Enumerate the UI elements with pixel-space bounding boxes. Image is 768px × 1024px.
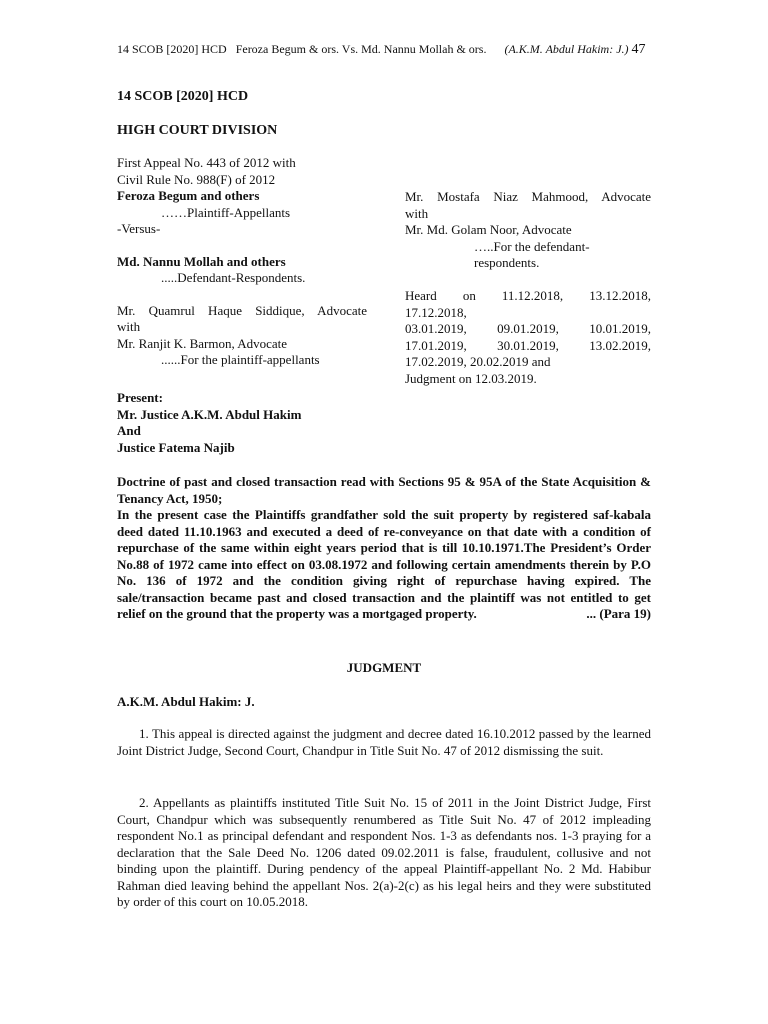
respondent-counsel-1: Mr. Mostafa Niaz Mahmood, Advocate xyxy=(405,189,651,204)
case-left-column xyxy=(117,155,367,369)
header-page-number: 47 xyxy=(631,42,646,57)
header-judge: (A.K.M. Abdul Hakim: J.) xyxy=(504,42,629,56)
appellant-counsel-with: with xyxy=(117,319,141,334)
citation: 14 SCOB [2020] HCD xyxy=(117,89,249,104)
judge-1: Mr. Justice A.K.M. Abdul Hakim xyxy=(117,406,302,422)
headnote-title: Doctrine of past and closed transaction read with Sections 95 & 95A of the State Acquisition & Tenancy Act, 1950; xyxy=(117,474,651,506)
appellant-counsel-for: ......For the plaintiff-appellants xyxy=(161,352,320,367)
paragraph-1: 1. This appeal is directed against the judgment and decree dated 16.10.2012 passed by the learned Joint District Judge, Second Court, Chandpur in Title Suit No. 47 of 2012 dismissing the suit. xyxy=(117,726,651,758)
running-header xyxy=(117,42,657,58)
respondent-counsel-2: Mr. Md. Golam Noor, Advocate xyxy=(405,222,572,237)
judgment-heading: JUDGMENT xyxy=(346,660,422,675)
heard-line-2: 17.12.2018, xyxy=(405,304,467,320)
heard-line-3: 03.01.2019, 09.01.2019, 10.01.2019, xyxy=(405,321,651,336)
judgment-author: A.K.M. Abdul Hakim: J. xyxy=(117,694,255,709)
heard-line-4: 17.01.2019, 30.01.2019, 13.02.2019, xyxy=(405,337,651,353)
appellants-name: Feroza Begum and others xyxy=(117,188,260,203)
appellant-counsel-1: Mr. Quamrul Haque Siddique, Advocate xyxy=(117,302,367,318)
bench xyxy=(117,390,417,456)
appellants-role: ……Plaintiff-Appellants xyxy=(161,204,291,220)
appeal-line: First Appeal No. 443 of 2012 with xyxy=(117,155,296,170)
case-right-column xyxy=(405,189,651,387)
heard-line-1: Heard on 11.12.2018, 13.12.2018, xyxy=(405,288,651,303)
respondent-counsel-for: …..For the defendant-respondents. xyxy=(474,238,590,270)
paragraph-2: 2. Appellants as plaintiffs instituted Title Suit No. 15 of 2011 in the Joint District Judge, First Court, Chandpur which was subsequently renumbered as Title Suit No. 47 of 2012 impleading respondent No.1 as principal defendant and respondent Nos. 1-3 as defendants nos. 1-3 praying for a declaration that the Sale Deed No. 1206 dated 09.02.2011 is false, fraudulent, collusive and not binding upon the plaintiff. During pendency of the appeal Plaintiff-appellant No. 2 Md. Habibur Rahman died leaving behind the appellant Nos. 2(a)-2(c) as his legal heirs and they were substituted by order of this court on 10.05.2018. xyxy=(117,795,651,909)
rule-line: Civil Rule No. 988(F) of 2012 xyxy=(117,171,276,187)
respondents-name: Md. Nannu Mollah and others xyxy=(117,253,286,269)
header-citation: 14 SCOB [2020] HCD xyxy=(117,42,227,56)
headnote-para-ref: ... (Para 19) xyxy=(586,606,651,621)
respondent-counsel-with: with xyxy=(405,205,429,221)
versus: -Versus- xyxy=(117,221,161,236)
present-label: Present: xyxy=(117,390,163,405)
division-heading: HIGH COURT DIVISION xyxy=(117,123,278,138)
headnote xyxy=(117,474,651,623)
header-parties: Feroza Begum & ors. Vs. Md. Nannu Mollah & ors. xyxy=(235,42,487,56)
headnote-body: In the present case the Plaintiffs grandfather sold the suit property by registered saf-kabala deed dated 11.10.1963 and executed a deed of re-conveyance on that date with a condition of repurchase of the same within eight years period that is till 10.10.1971.The President’s Order No.88 of 1972 came into effect on 03.08.1972 and following certain amendments therein by P.O No. 136 of 1972 and the condition giving right of repurchase having expired. The sale/transaction became past and closed transaction and the plaintiff was not entitled to get relief on the ground that the property was a mortgaged property. xyxy=(117,507,651,621)
judgment-date: Judgment on 12.03.2019. xyxy=(405,370,537,386)
bench-and: And xyxy=(117,423,141,438)
appellant-counsel-2: Mr. Ranjit K. Barmon, Advocate xyxy=(117,335,288,351)
judge-2: Justice Fatema Najib xyxy=(117,439,235,455)
heard-line-5: 17.02.2019, 20.02.2019 and xyxy=(405,354,551,369)
respondents-role: .....Defendant-Respondents. xyxy=(161,270,306,285)
